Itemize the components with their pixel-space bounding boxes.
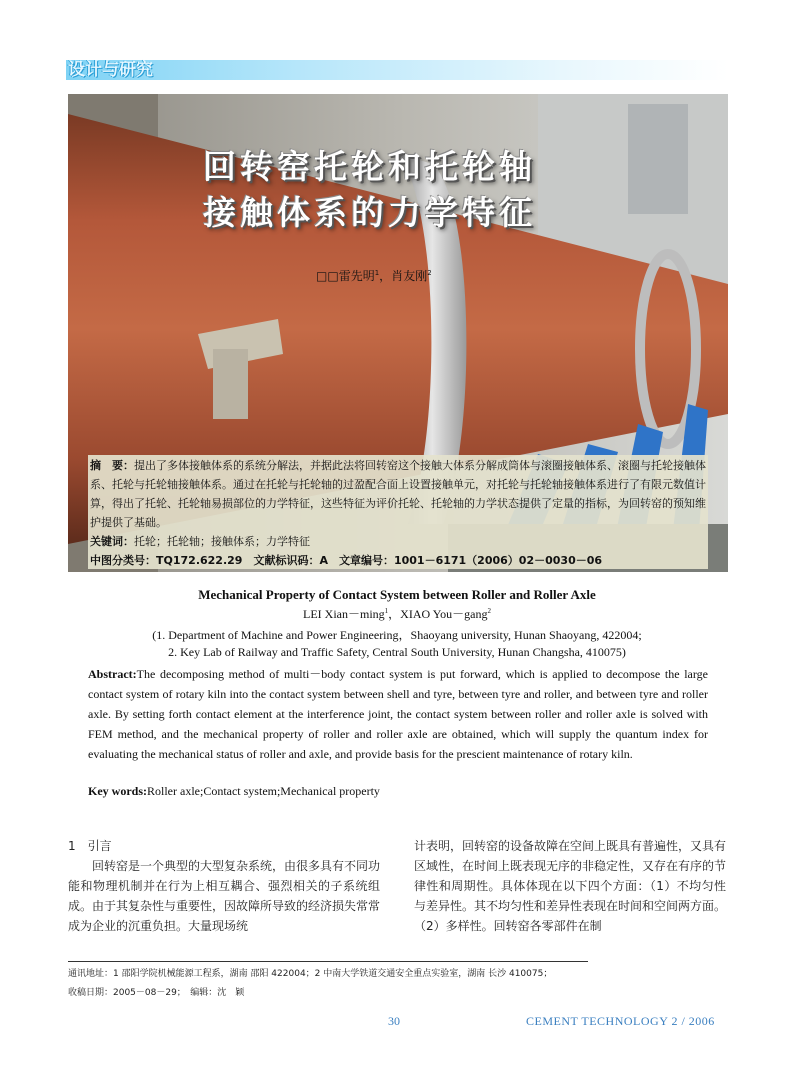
chinese-keywords (90, 532, 706, 551)
english-author-1: LEI Xian－ming (303, 607, 385, 621)
page-number: 30 (388, 1014, 400, 1028)
author-prefix: □□ (316, 269, 339, 283)
footnote-rule (68, 961, 588, 962)
affiliation-1: (1. Department of Machine and Power Engineering，Shaoyang university, Hunan Shaoyang, 422004; (152, 628, 642, 642)
body-paragraph-left: 回转窑是一个典型的大型复杂系统，由很多具有不同功能和物理机制并在行为上相互耦合、强烈相关的子系统组成。由于其复杂性与重要性，因故障所导致的经济损失常常成为企业的沉重负担。大量现场统 (68, 859, 381, 933)
body-column-left (68, 836, 380, 936)
section-header-strip (66, 60, 728, 80)
abstract-label-en: Abstract: (88, 667, 137, 681)
keywords-label-en: Key words: (88, 784, 147, 798)
author-1-sup: 1 (374, 269, 380, 277)
body-paragraph-right: 计表明，回转窑的设备故障在空间上既具有普遍性，又具有区域性，在时间上既表现无序的非稳定性，又存在有序的节律性和周期性。具体体现在以下四个方面：（1）不均匀性与差异性。其不均匀性和差异性表现在时间和空间两方面。（2）多样性。回转窑各零部件在制 (414, 839, 727, 933)
english-author-1-sup: 1 (384, 607, 389, 615)
footnote-address: 通讯地址：1 邵阳学院机械能源工程系，湖南 邵阳 422004；2 中南大学铁道交通安全重点实验室，湖南 长沙 410075； (68, 969, 553, 979)
keywords-label-cn: 关键词： (90, 535, 134, 548)
author-2: 肖友刚 (391, 269, 428, 283)
chinese-abstract-box (88, 455, 708, 569)
article-title-line1: 回转窑托轮和托轮轴 (203, 147, 536, 186)
abstract-label-cn: 摘 要： (90, 459, 134, 472)
section-heading-intro: 1 引言 (68, 839, 112, 853)
abstract-text-en: The decomposing method of multi－body contact system is put forward, which is applied to decompose the large contact system of rotary kiln into the contact system between shell and tyre, between tyre and roller, and between tyre and roller axle. By setting forth contact element at the interference joint, the contact system between roller and roller axle is solved with FEM method, and the mechanical property of roller and roller axle are obtained, which will supply the quantum index for evaluating the mechanical status of roller and axle, and provide basis for the prescient maintenance of rotary kiln. (88, 667, 708, 761)
article-authors (316, 267, 432, 284)
section-title: 设计与研究 (68, 60, 153, 80)
author-1: 雷先明 (338, 269, 375, 283)
keywords-text-cn: 托轮；托轮轴；接触体系；力学特征 (134, 535, 310, 548)
english-title: Mechanical Property of Contact System between Roller and Roller Axle (198, 587, 596, 602)
journal-name: CEMENT TECHNOLOGY 2 / 2006 (526, 1014, 715, 1028)
english-keywords (88, 784, 708, 799)
english-abstract (88, 664, 708, 764)
keywords-text-en: Roller axle;Contact system;Mechanical property (147, 784, 380, 798)
silo (628, 104, 688, 214)
author-2-sup: 2 (427, 269, 432, 277)
classification-line: 中图分类号：TQ172.622.29 文献标识码：A 文章编号：1001－6171（2006）02－0030－06 (90, 554, 603, 567)
english-authors (0, 605, 794, 622)
footnote-received: 收稿日期：2005－08－29； 编辑：沈 颖 (68, 988, 245, 998)
body-column-right (414, 836, 726, 936)
abstract-text-cn: 提出了多体接触体系的系统分解法，并据此法将回转窑这个接触大体系分解成筒体与滚圈接触体系、滚圈与托轮接触体系、托轮与托轮轴接触体系。通过在托轮与托轮轴的过盈配合面上设置接触单元，对托轮与托轮轴接触体系进行了有限元数值计算，得出了托轮、托轮轴易损部位的力学特征，这些特征为评价托轮、托轮轴的力学状态提供了定量的指标，为回转窑的预知维护提供了基础。 (90, 459, 706, 529)
support-post (213, 349, 248, 419)
english-author-2: ，XIAO You－gang (388, 607, 488, 621)
affiliation-2: 2. Key Lab of Railway and Traffic Safety, Central South University, Hunan Changsha, 410075) (168, 645, 626, 659)
chinese-abstract (90, 456, 706, 532)
english-author-2-sup: 2 (487, 607, 491, 615)
article-title (203, 144, 623, 236)
article-title-line2: 接触体系的力学特征 (203, 193, 536, 232)
author-separator: ， (379, 269, 392, 283)
